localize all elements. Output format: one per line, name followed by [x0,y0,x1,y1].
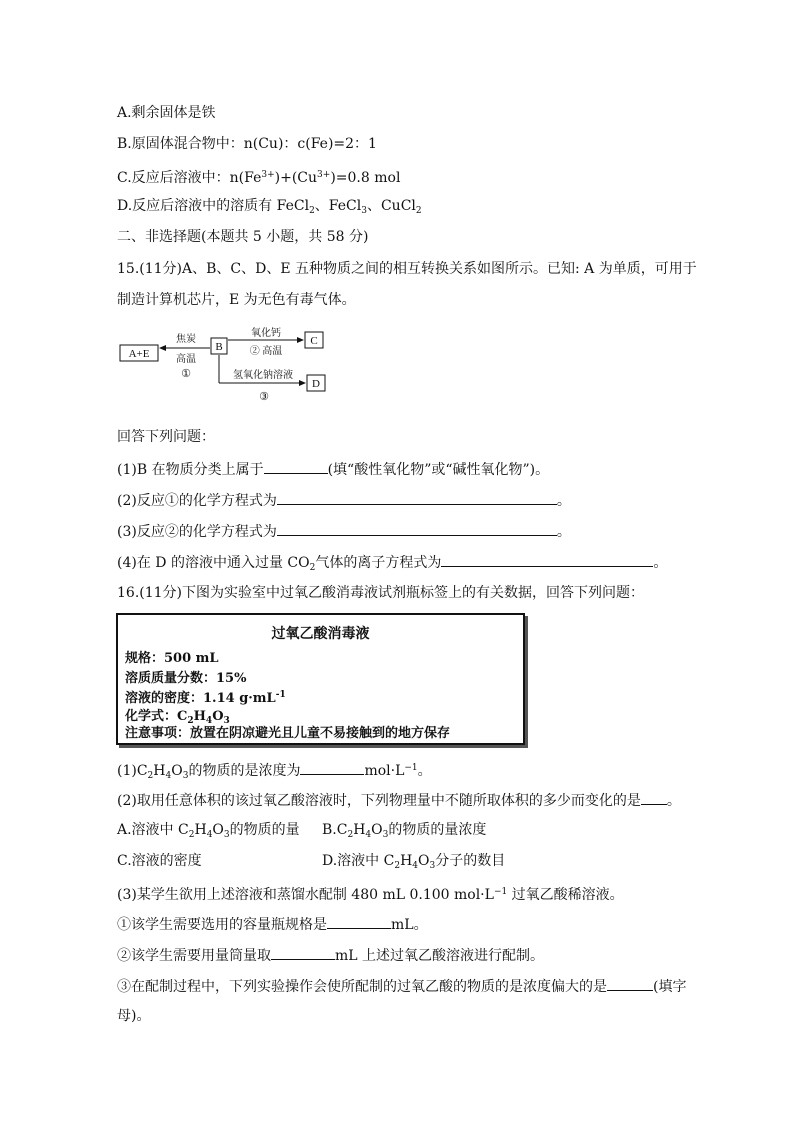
q15-intro-line1: 15.(11分)A、B、C、D、E 五种物质之间的相互转换关系如图所示。已知: A 为单质，可用于 [117,261,697,277]
answer-blank[interactable] [641,790,667,805]
q16-option-d: D.溶液中 $C_2H_4O_3$分子的数目 [322,853,506,871]
label-title: 过氧乙酸消毒液 [271,626,370,642]
q15-part3: (3)反应②的化学方程式为 。 [117,521,571,541]
q15-part4: (4)在 D 的溶液中通入过量 $CO_2$气体的离子方程式为 。 [117,552,667,577]
answer-blank[interactable] [300,760,364,775]
option-a: A.剩余固体是铁 [117,105,216,121]
section-heading: 二、非选择题(本题共 5 小题，共 58 分) [117,229,369,245]
q15-intro-line2: 制造计算机芯片，E 为无色有毒气体。 [117,292,356,308]
answer-blank[interactable] [277,521,557,536]
q16-step2: ②该学生需要用量筒量取 mL 上述过氧乙酸溶液进行配制。 [117,945,544,965]
box-c: C [310,335,318,347]
answer-blank[interactable] [327,914,391,929]
q15-part2: (2)反应①的化学方程式为 。 [117,490,571,510]
label-density: 溶液的密度：1.14 $g\cdot mL^{-1}$ [125,690,286,706]
reagent-label [116,613,525,745]
label-mass-fraction: 溶质质量分数：15% [125,671,247,686]
q16-step3-line2: 母)。 [117,1008,151,1024]
reaction3-number: ③ [259,391,269,403]
reaction1-condition: 高温 [176,354,196,365]
label-note: 注意事项：放置在阴凉避光且儿童不易接触到的地方保存 [125,726,451,741]
reaction2-reagent: 氧化钙 [251,328,281,339]
box-b: B [215,341,223,353]
q16-option-a: A.溶液中 $C_2H_4O_3$的物质的量 [117,822,300,840]
reaction3-reagent: 氢氧化钠溶液 [233,370,293,381]
answer-blank[interactable] [264,459,328,474]
answer-blank[interactable] [271,945,335,960]
box-d: D [312,378,320,390]
reaction1-number: ① [181,368,191,380]
reaction1-reagent: 焦炭 [176,334,196,345]
q15-part1: (1)B 在物质分类上属于 (填“酸性氧化物”或“碱性氧化物”)。 [117,459,549,479]
q16-part1: $(1)C_2H_4O_3$的物质的是浓度为 $mol\cdot L^{-1}$。 [117,759,432,785]
q16-part2: (2)取用任意体积的该过氧乙酸溶液时，下列物理量中不随所取体积的多少而变化的是 。 [117,790,681,810]
q16-option-b: $B.C_2H_4O_3$的物质的量浓度 [322,822,487,840]
q16-step1: ①该学生需要选用的容量瓶规格是 mL。 [117,914,428,934]
option-d: D.反应后溶液中的溶质有 FeCl$_2$、FeCl$_3$、CuCl$_2$ [117,198,422,216]
answer-blank[interactable] [607,976,653,991]
box-a-e: A+E [128,348,150,360]
option-c: C.反应后溶液中：$n(Fe^{3+})+(Cu^{3+})=0.8$ mol [117,170,401,186]
option-b: B.原固体混合物中：n(Cu)：c(Fe)=2：1 [117,136,377,152]
answer-blank[interactable] [441,552,653,567]
answer-blank[interactable] [277,490,557,505]
answer-prompt: 回答下列问题： [117,429,215,445]
reaction-diagram [118,326,343,406]
q16-option-c: C.溶液的密度 [117,853,202,869]
q16-step3: ③在配制过程中，下列实验操作会使所配制的过氧乙酸的物质的是浓度偏大的是 (填字 [117,976,686,996]
q16-part3: (3)某学生欲用上述溶液和蒸馏水配制 480 mL 0.100 $mol\cdot L^{-1}$ 过氧乙酸稀溶液。 [117,887,624,903]
reaction2-condition: ② 高温 [249,346,283,357]
label-formula: 化学式：$C_2H_4O_3$ [125,709,230,726]
label-spec: 规格：500 mL [125,651,219,666]
q16-intro: 16.(11分)下图为实验室中过氧乙酸消毒液试剂瓶标签上的有关数据，回答下列问题： [117,585,645,601]
